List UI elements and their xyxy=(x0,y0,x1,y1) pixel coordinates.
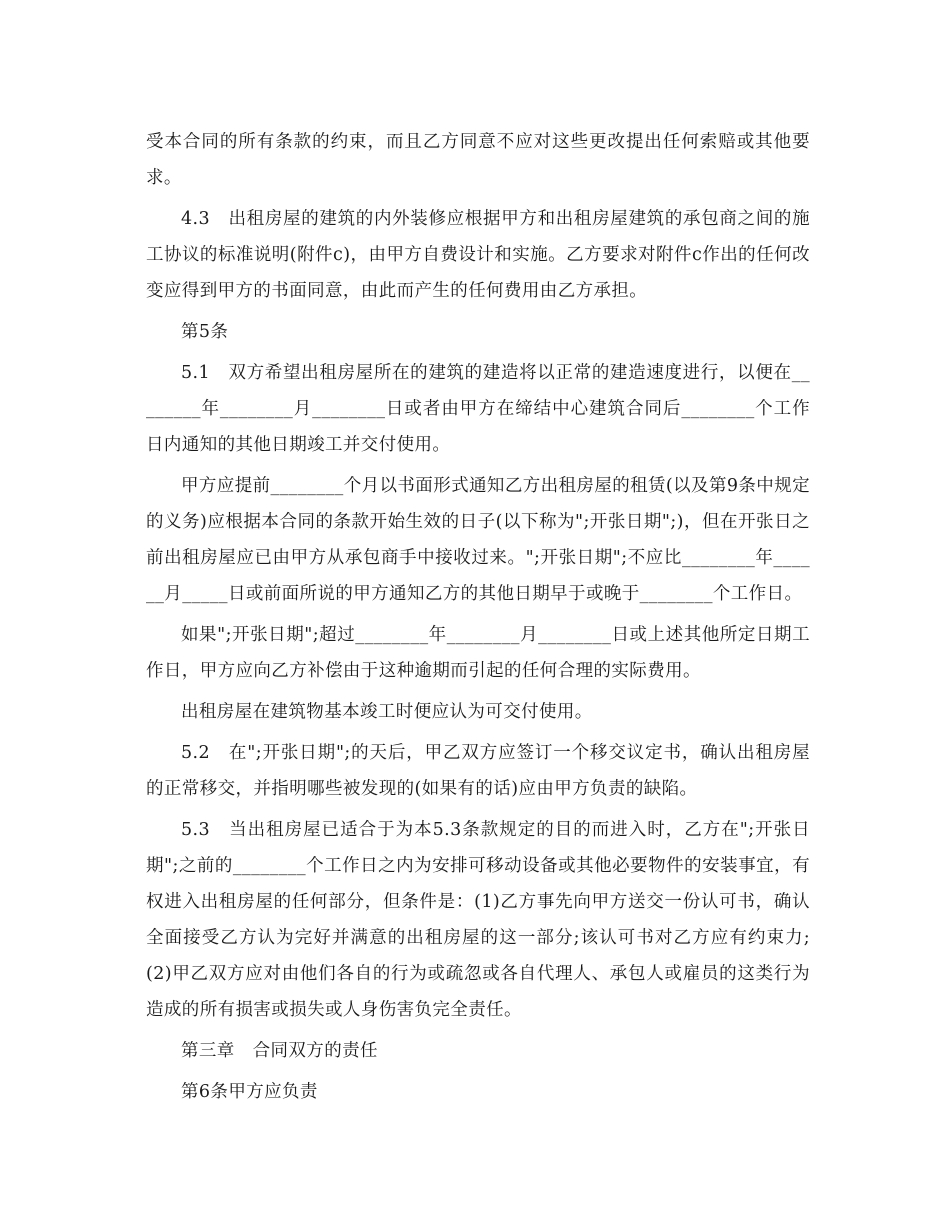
paragraph-delay-compensation: 如果";开张日期";超过________年________月________日或上述其他所定日期工作日，甲方应向乙方补偿由于这种逾期而引起的任何合理的实际费用。 xyxy=(146,625,810,681)
article-heading-6: 第6条甲方应负责 xyxy=(181,1082,318,1102)
paragraph-clause-5-1: 5.1 双方希望出租房屋所在的建筑的建造将以正常的建造速度进行，以便在________年________月________日或者由甲方在缔结中心建筑合同后________个工作日内通知的其他日期竣工并交付使用。 xyxy=(146,363,810,455)
paragraph-continuation: 受本合同的所有条款的约束，而且乙方同意不应对这些更改提出任何索赔或其他要求。 xyxy=(146,132,810,188)
chapter-heading-3: 第三章 合同双方的责任 xyxy=(181,1041,378,1061)
paragraph-clause-5-2: 5.2 在";开张日期";的天后，甲乙双方应签订一个移交议定书，确认出租房屋的正常移交，并指明哪些被发现的(如果有的话)应由甲方负责的缺陷。 xyxy=(146,743,810,799)
paragraph-deliverable: 出租房屋在建筑物基本竣工时便应认为可交付使用。 xyxy=(181,702,593,722)
paragraph-clause-5-3: 5.3 当出租房屋已适合于为本5.3条款规定的目的而进入时，乙方在";开张日期";之前的________个工作日之内为安排可移动设备或其他必要物件的安装事宜，有权进入出租房屋的任何部分，但条件是：(1)乙方事先向甲方送交一份认可书，确认全面接受乙方认为完好并满意的出租房屋的这一部分;该认可书对乙方应有约束力;(2)甲乙双方应对由他们各自的行为或疏忽或各自代理人、承包人或雇员的这类行为造成的所有损害或损失或人身伤害负完全责任。 xyxy=(146,820,810,1020)
paragraph-clause-4-3: 4.3 出租房屋的建筑的内外装修应根据甲方和出租房屋建筑的承包商之间的施工协议的标准说明(附件c)，由甲方自费设计和实施。乙方要求对附件c作出的任何改变应得到甲方的书面同意，由此而产生的任何费用由乙方承担。 xyxy=(146,209,810,301)
paragraph-notice-opening-date: 甲方应提前________个月以书面形式通知乙方出租房屋的租赁(以及第9条中规定的义务)应根据本合同的条款开始生效的日子(以下称为";开张日期";)，但在开张日之前出租房屋应已由甲方从承包商手中接收过来。";开张日期";不应比________年______月_____日或前面所说的甲方通知乙方的其他日期早于或晚于________个工作日。 xyxy=(146,476,810,604)
document-body xyxy=(146,124,810,1115)
article-heading-5: 第5条 xyxy=(181,322,229,342)
